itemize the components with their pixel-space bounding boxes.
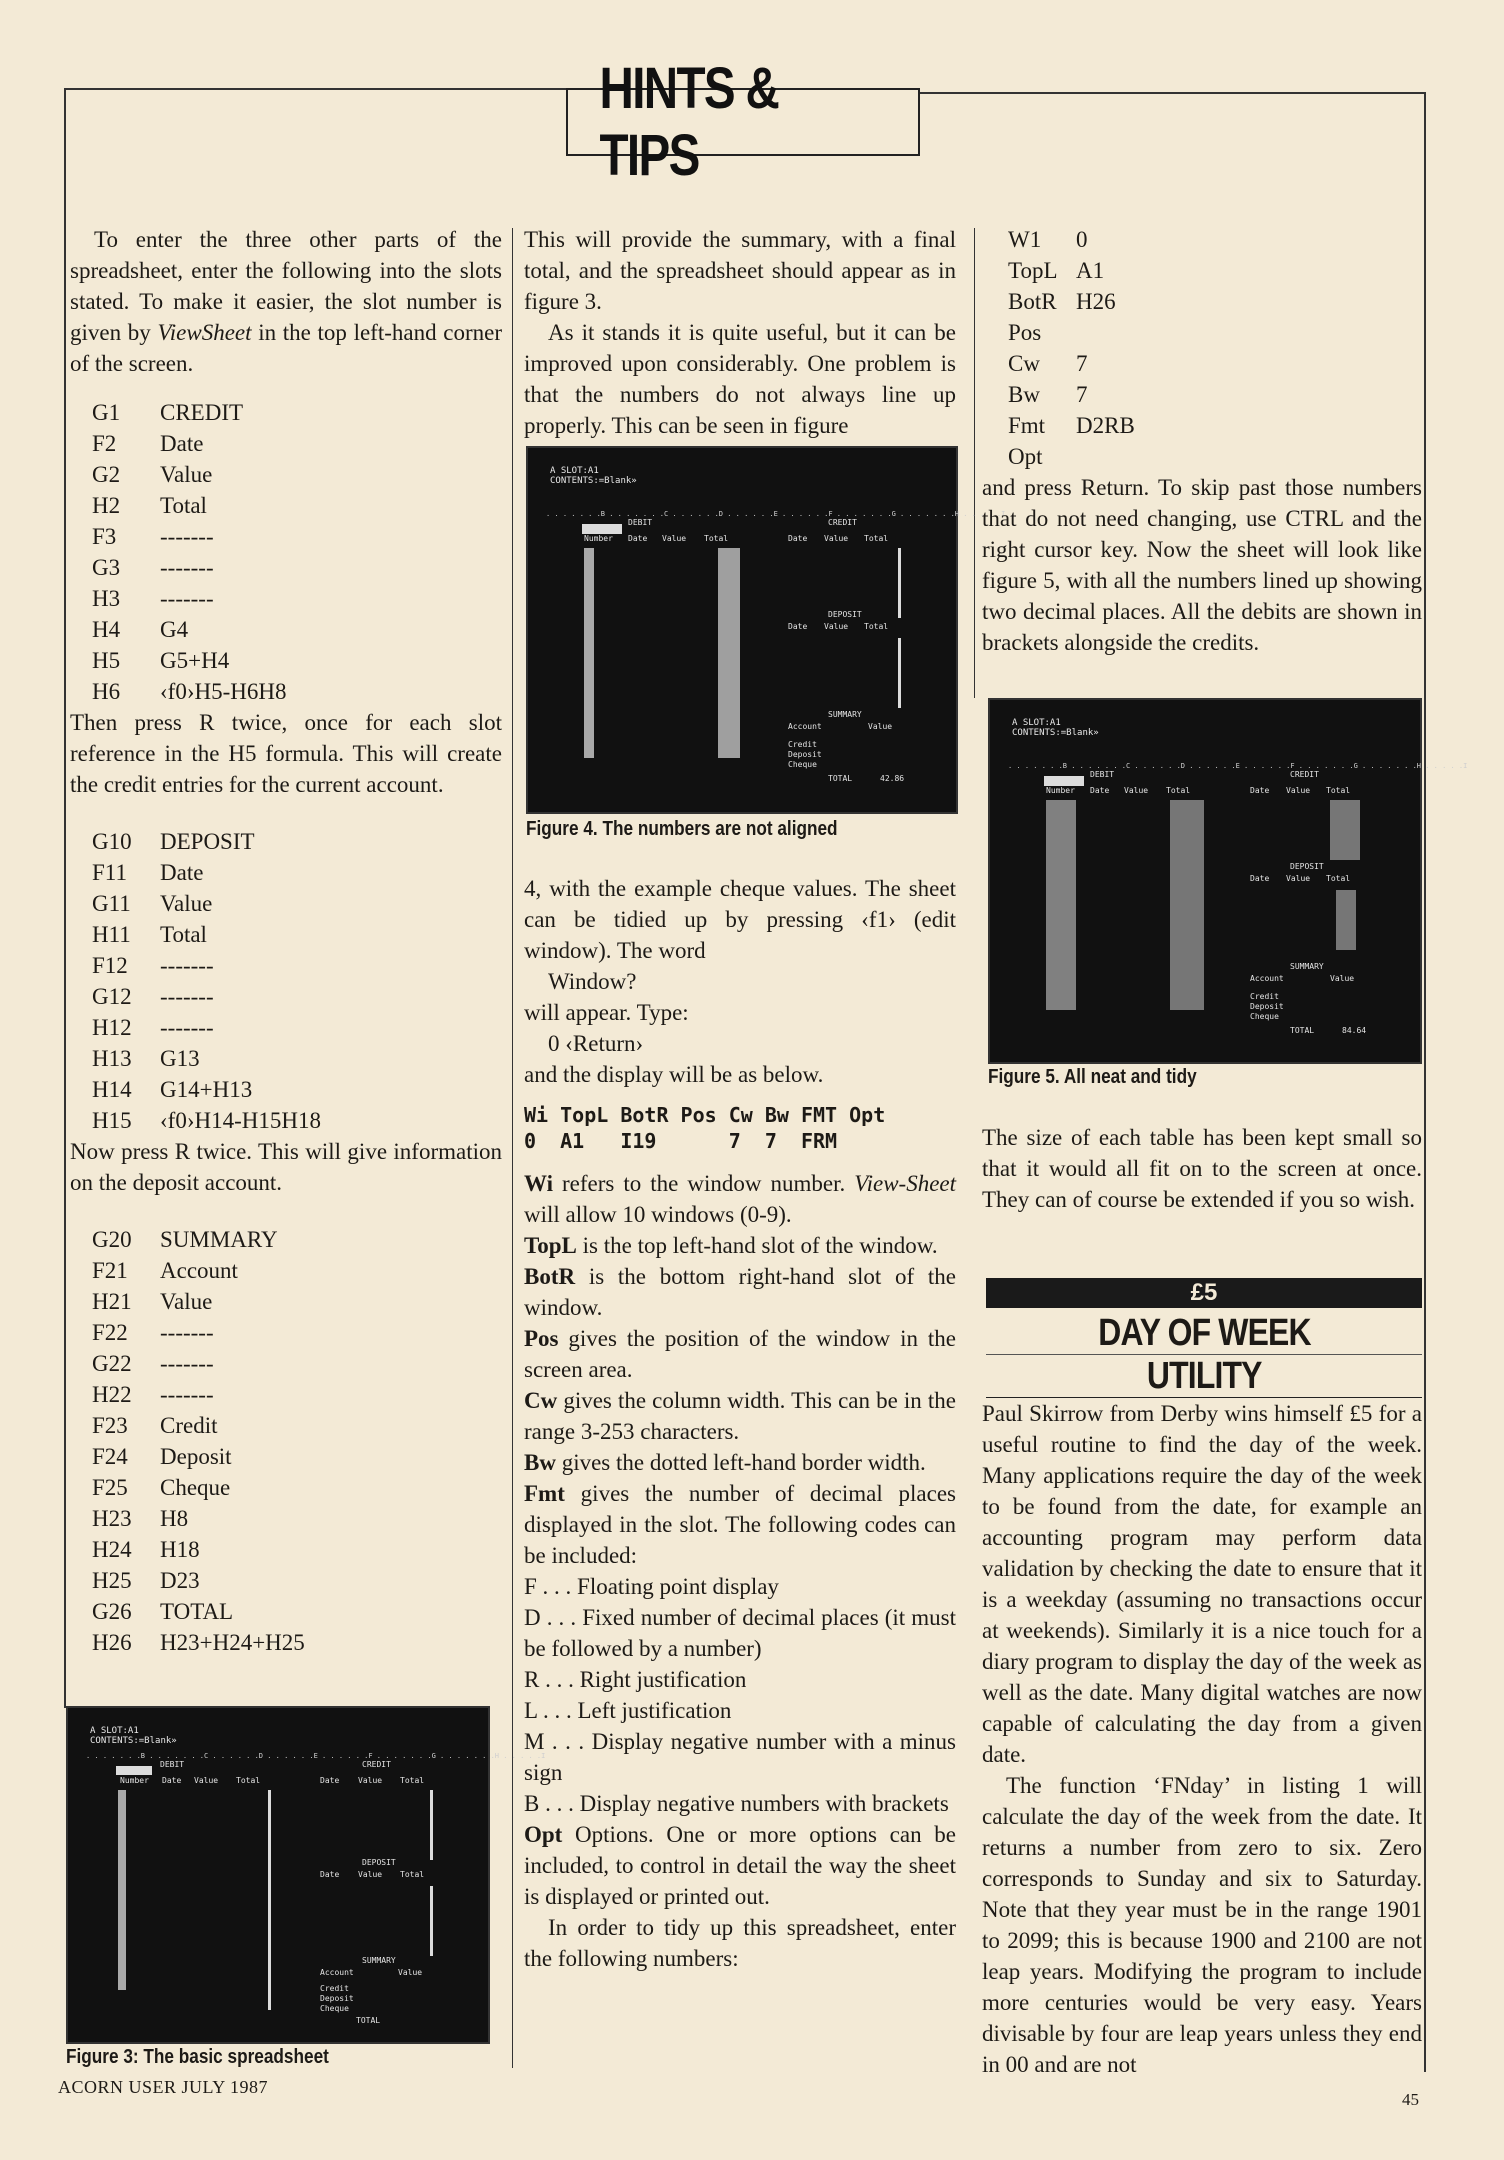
- slot-row: H6 ‹f0›H5-H6H8: [92, 679, 287, 704]
- screen-slot-line: A SLOT:A1: [1012, 718, 1061, 728]
- prize-bar: £5: [986, 1278, 1422, 1308]
- screen-column-letters: . . . . . . .B . . . . . . .C . . . . . .D . . . . . .E . . . . . .F . . . . . . .G . . . . . . .H . . . . .I: [86, 1752, 546, 1760]
- slot-row: H5 G5+H4: [92, 648, 230, 673]
- slot-row: H23 H8: [92, 1506, 189, 1531]
- col2-p1: This will provide the summary, with a final total, and the spreadsheet should appear as in figure 3.: [524, 227, 956, 314]
- screen-account: Account: [788, 722, 822, 731]
- screen-num-column: [1046, 800, 1076, 1010]
- screen-total-hdr-2: Total: [400, 1776, 425, 1785]
- col1-after-credit: Then press R twice, once for each slot reference in the H5 formula. This will create the credit entries for the current account.: [70, 710, 502, 797]
- setting-row: Bw 7: [1008, 382, 1088, 407]
- def-pos: Pos gives the position of the window in the screen area.: [524, 1326, 956, 1382]
- screen-total-hdr-3: Total: [864, 622, 889, 631]
- screen-col-b-bar: [268, 1790, 271, 2010]
- screen-total-row: TOTAL: [1290, 1026, 1315, 1035]
- def-topl: TopL is the top left-hand slot of the window.: [524, 1233, 938, 1258]
- col3-p3: Paul Skirrow from Derby wins himself £5 for a useful routine to find the day of the week. Many applications require the day of the week to be found from the date, for example an accounting program may perform data validation by checking the date to ensure that it is a weekday (assuming no transactions occur at weekends). Similarly it is a nice touch for a diary program to display the day of the week as well as the date. Many digital watches are now capable of calculating the day from a given date.: [982, 1401, 1422, 1767]
- screen-number-hdr: Number: [584, 534, 613, 543]
- slot-row: F3 -------: [92, 524, 214, 549]
- screen-slot-line: A SLOT:A1: [90, 1726, 139, 1736]
- def-cw: Cw gives the column width. This can be in the range 3-253 characters.: [524, 1388, 956, 1444]
- setting-row: Pos: [1008, 320, 1042, 345]
- slot-row: H4 G4: [92, 617, 189, 642]
- section-title-text: HINTS & TIPS: [599, 56, 779, 188]
- slot-row: F22 -------: [92, 1320, 214, 1345]
- screen-value-hdr-2: Value: [824, 534, 849, 543]
- screen-date-hdr: Date: [1090, 786, 1110, 795]
- fmt-code-f: F . . . Floating point display: [524, 1574, 779, 1599]
- screen-num-column: [584, 548, 594, 758]
- slot-row: G2 Value: [92, 462, 213, 487]
- column-2-lower: [524, 873, 956, 1974]
- screen-account: Account: [1250, 974, 1284, 983]
- frame-left: [64, 88, 66, 1708]
- slot-row: F21 Account: [92, 1258, 238, 1283]
- fmt-code-l: L . . . Left justification: [524, 1698, 732, 1723]
- screen-deposit-row: Deposit: [788, 750, 822, 759]
- screen-col-h-bar: [898, 548, 901, 618]
- screen-column-letters: . . . . . . .B . . . . . . .C . . . . . .D . . . . . .E . . . . . .F . . . . . . .G . . . . . . .H . . . . .I: [1008, 762, 1468, 770]
- slot-row: H14 G14+H13: [92, 1077, 253, 1102]
- slot-row: H2 Total: [92, 493, 207, 518]
- def-opt: Opt Options. One or more options can be included, to control in detail the way the sheet is displayed or printed out.: [524, 1822, 956, 1909]
- slot-row: H15 ‹f0›H14-H15H18: [92, 1108, 321, 1133]
- screen-total-hdr: Total: [704, 534, 729, 543]
- slot-row: F12 -------: [92, 953, 214, 978]
- slot-list-deposit: [92, 826, 502, 1136]
- screen-total-hdr-3: Total: [400, 1870, 425, 1879]
- screen-number-hdr: Number: [120, 1776, 149, 1785]
- frame-right: [1424, 92, 1426, 2072]
- slot-row: H21 Value: [92, 1289, 213, 1314]
- slot-row: H26 H23+H24+H25: [92, 1630, 305, 1655]
- slot-row: H22 -------: [92, 1382, 214, 1407]
- slot-row: H11 Total: [92, 922, 207, 947]
- slot-row: G1 CREDIT: [92, 400, 244, 425]
- fmt-code-m: M . . . Display negative number with a minus sign: [524, 1729, 956, 1785]
- figure-5-screenshot: [988, 698, 1468, 1064]
- figure-3-screenshot: [66, 1706, 546, 2044]
- col2-display-below: and the display will be as below.: [524, 1062, 824, 1087]
- slot-row: H25 D23: [92, 1568, 200, 1593]
- screen-total-hdr-3: Total: [1326, 874, 1351, 883]
- day-of-week-box: [986, 1278, 1422, 1398]
- setting-row: BotR H26: [1008, 289, 1116, 314]
- screen-value-hdr: Value: [1124, 786, 1149, 795]
- col3-p4: The function ‘FNday’ in listing 1 will calculate the day of the week from the date. It returns a number from zero to six. Zero corresponds to Sunday and six to Saturday. Note that they year must be in the range 1901 to 2099; this is because 1900 and 2100 are not leap years. Modifying the program to include more centuries would be very easy. Years divisable by four are leap years unless they end in 00 and are not: [982, 1773, 1422, 2077]
- def-botr: BotR is the bottom right-hand slot of the window.: [524, 1264, 956, 1320]
- frame-top-left: [64, 88, 566, 90]
- def-bw: Bw gives the dotted left-hand border width.: [524, 1450, 926, 1475]
- screen-credit-totals: [1330, 800, 1360, 860]
- screen-value-hdr-3: Value: [358, 1870, 383, 1879]
- screen-debit: DEBIT: [160, 1760, 185, 1769]
- screen-total-row: TOTAL: [356, 2016, 381, 2025]
- col1-intro: To enter the three other parts of the spreadsheet, enter the following into the slots stated. To make it easier, the slot number is given by ViewSheet in the top left-hand corner of the screen.: [70, 227, 502, 376]
- screen-contents-line: CONTENTS:=Blank»: [1012, 728, 1099, 738]
- screen-col-h-bar-2: [430, 1886, 433, 1956]
- def-wi: Wi refers to the window number. View-Sheet will allow 10 windows (0-9).: [524, 1171, 956, 1227]
- code-values: 0 A1 I19 7 7 FRM: [524, 1129, 838, 1153]
- col1-after-deposit: Now press R twice. This will give information on the deposit account.: [70, 1139, 502, 1195]
- screen-value-hdr: Value: [662, 534, 687, 543]
- screen-value-hdr-4: Value: [398, 1968, 423, 1977]
- slot-row: F25 Cheque: [92, 1475, 231, 1500]
- slot-row: F2 Date: [92, 431, 204, 456]
- code-header: Wi TopL BotR Pos Cw Bw FMT Opt: [524, 1103, 886, 1127]
- col2-will-appear: will appear. Type:: [524, 1000, 689, 1025]
- screen-value-hdr-3: Value: [824, 622, 849, 631]
- screen-summary: SUMMARY: [362, 1956, 396, 1965]
- figure-3-caption: Figure 3: The basic spreadsheet: [66, 2046, 329, 2068]
- screen-date-hdr-2: Date: [788, 534, 808, 543]
- slot-row: G12 -------: [92, 984, 214, 1009]
- screen-contents-line: CONTENTS:=Blank»: [90, 1736, 177, 1746]
- column-1: [70, 224, 502, 1658]
- slot-row: H3 -------: [92, 586, 214, 611]
- screen-cheque-row: Cheque: [1250, 1012, 1279, 1021]
- column-3-article: [982, 1398, 1422, 2080]
- screen-date-hdr: Date: [162, 1776, 182, 1785]
- setting-row: Fmt D2RB: [1008, 413, 1135, 438]
- screen-date-hdr-3: Date: [788, 622, 808, 631]
- screen-date-hdr: Date: [628, 534, 648, 543]
- page-number: 45: [1402, 2090, 1419, 2109]
- screen-date-hdr-2: Date: [1250, 786, 1270, 795]
- screen-cursor: [116, 1766, 152, 1775]
- column-3: [982, 224, 1422, 658]
- screen-total-value: 84.64: [1342, 1026, 1367, 1035]
- column-divider-1: [512, 228, 513, 2068]
- screen-total-hdr-2: Total: [864, 534, 889, 543]
- fmt-code-r: R . . . Right justification: [524, 1667, 747, 1692]
- screen-date-hdr-3: Date: [1250, 874, 1270, 883]
- screen-value-hdr-4: Value: [1330, 974, 1355, 983]
- screen-deposit: DEPOSIT: [1290, 862, 1324, 871]
- slot-row: H24 H18: [92, 1537, 200, 1562]
- screen-credit-row: Credit: [788, 740, 817, 749]
- screen-deposit-row: Deposit: [320, 1994, 354, 2003]
- slot-row: G22 -------: [92, 1351, 214, 1376]
- slot-row: G10 DEPOSIT: [92, 829, 255, 854]
- window-settings-code: [524, 1102, 956, 1154]
- screen-deposit: DEPOSIT: [362, 1858, 396, 1867]
- setting-row: Opt: [1008, 444, 1043, 469]
- screen-total-column: [1170, 800, 1204, 1010]
- screen-summary: SUMMARY: [828, 710, 862, 719]
- screen-cursor: [1044, 776, 1084, 786]
- slot-row: F24 Deposit: [92, 1444, 232, 1469]
- screen-value-hdr-2: Value: [358, 1776, 383, 1785]
- col3-p2: The size of each table has been kept small so that it would all fit on to the screen at once. They can of course be extended if you so wish.: [982, 1125, 1422, 1212]
- screen-debit: DEBIT: [1090, 770, 1115, 779]
- col2-p2: As it stands it is quite useful, but it can be improved upon considerably. One problem is that the numbers do not always line up properly. This can be seen in figure: [524, 320, 956, 438]
- slot-list-credit: [92, 397, 502, 707]
- slot-row: G3 -------: [92, 555, 214, 580]
- screen-deposit-row: Deposit: [1250, 1002, 1284, 1011]
- slot-row: G20 SUMMARY: [92, 1227, 278, 1252]
- screen-number-hdr: Number: [1046, 786, 1075, 795]
- fmt-code-b: B . . . Display negative numbers with brackets: [524, 1791, 949, 1816]
- footer-issue: ACORN USER JULY 1987: [58, 2077, 269, 2097]
- screen-total-hdr: Total: [1166, 786, 1191, 795]
- column-2: [524, 224, 956, 441]
- slot-row: G11 Value: [92, 891, 213, 916]
- screen-cheque-row: Cheque: [788, 760, 817, 769]
- setting-row: W1 0: [1008, 227, 1088, 252]
- screen-credit-row: Credit: [1250, 992, 1279, 1001]
- figure-4-screenshot: [526, 446, 1006, 814]
- settings-list: [982, 224, 1422, 472]
- screen-summary: SUMMARY: [1290, 962, 1324, 971]
- slot-row: H12 -------: [92, 1015, 214, 1040]
- screen-account: Account: [320, 1968, 354, 1977]
- screen-deposit: DEPOSIT: [828, 610, 862, 619]
- screen-credit: CREDIT: [1290, 770, 1319, 779]
- screen-cheque-row: Cheque: [320, 2004, 349, 2013]
- screen-value-hdr-3: Value: [1286, 874, 1311, 883]
- slot-row: G26 TOTAL: [92, 1599, 234, 1624]
- slot-row: F23 Credit: [92, 1413, 218, 1438]
- screen-credit: CREDIT: [828, 518, 857, 527]
- slot-row: F11 Date: [92, 860, 204, 885]
- screen-date-hdr-3: Date: [320, 1870, 340, 1879]
- slot-list-summary: [92, 1224, 502, 1658]
- screen-total-hdr-2: Total: [1326, 786, 1351, 795]
- figure-4-caption: Figure 4. The numbers are not aligned: [526, 818, 838, 840]
- setting-row: Cw 7: [1008, 351, 1088, 376]
- screen-credit-row: Credit: [320, 1984, 349, 1993]
- screen-total-row: TOTAL: [828, 774, 853, 783]
- col2-type-line: 0 ‹Return›: [548, 1031, 644, 1056]
- screen-value-hdr: Value: [194, 1776, 219, 1785]
- screen-total-hdr: Total: [236, 1776, 261, 1785]
- fmt-code-d: D . . . Fixed number of decimal places (it must be followed by a number): [524, 1605, 956, 1661]
- screen-debit: DEBIT: [628, 518, 653, 527]
- slot-row: H13 G13: [92, 1046, 200, 1071]
- screen-total-column: [718, 548, 740, 758]
- frame-top-right: [920, 92, 1426, 94]
- figure-5-caption: Figure 5. All neat and tidy: [988, 1066, 1197, 1088]
- box-title-line-1: DAY OF WEEK: [1097, 1312, 1311, 1354]
- column-3-lower: [982, 1122, 1422, 1215]
- column-divider-2: [974, 228, 975, 698]
- screen-col-h-bar-2: [898, 638, 901, 708]
- screen-value-hdr-2: Value: [1286, 786, 1311, 795]
- setting-row: TopL A1: [1008, 258, 1105, 283]
- screen-value-hdr-4: Value: [868, 722, 893, 731]
- screen-total-value: 42.86: [880, 774, 905, 783]
- col2-p-last: In order to tidy up this spreadsheet, enter the following numbers:: [524, 1915, 956, 1971]
- col2-p3: 4, with the example cheque values. The sheet can be tidied up by pressing ‹f1› (edit window). The word: [524, 876, 956, 963]
- screen-date-hdr-2: Date: [320, 1776, 340, 1785]
- box-title-line-2: UTILITY: [1146, 1355, 1262, 1397]
- screen-col-h-bar: [430, 1790, 433, 1860]
- section-title: [566, 56, 920, 188]
- screen-deposit-totals: [1336, 890, 1356, 950]
- screen-contents-line: CONTENTS:=Blank»: [550, 476, 637, 486]
- screen-credit: CREDIT: [362, 1760, 391, 1769]
- screen-num-column: [118, 1790, 126, 1990]
- col2-window-prompt: Window?: [548, 969, 637, 994]
- col3-p1: and press Return. To skip past those numbers that do not need changing, use CTRL and the right cursor key. Now the sheet will look like figure 5, with all the numbers lined up showing two decimal places. All the debits are shown in brackets alongside the credits.: [982, 475, 1422, 655]
- screen-slot-line: A SLOT:A1: [550, 466, 599, 476]
- screen-column-letters: . . . . . . .B . . . . . . .C . . . . . .D . . . . . .E . . . . . .F . . . . . . .G . . . . . . .H . . . . .I: [546, 510, 1006, 518]
- def-fmt: Fmt gives the number of decimal places displayed in the slot. The following codes can be included:: [524, 1481, 956, 1568]
- screen-cursor: [582, 524, 622, 534]
